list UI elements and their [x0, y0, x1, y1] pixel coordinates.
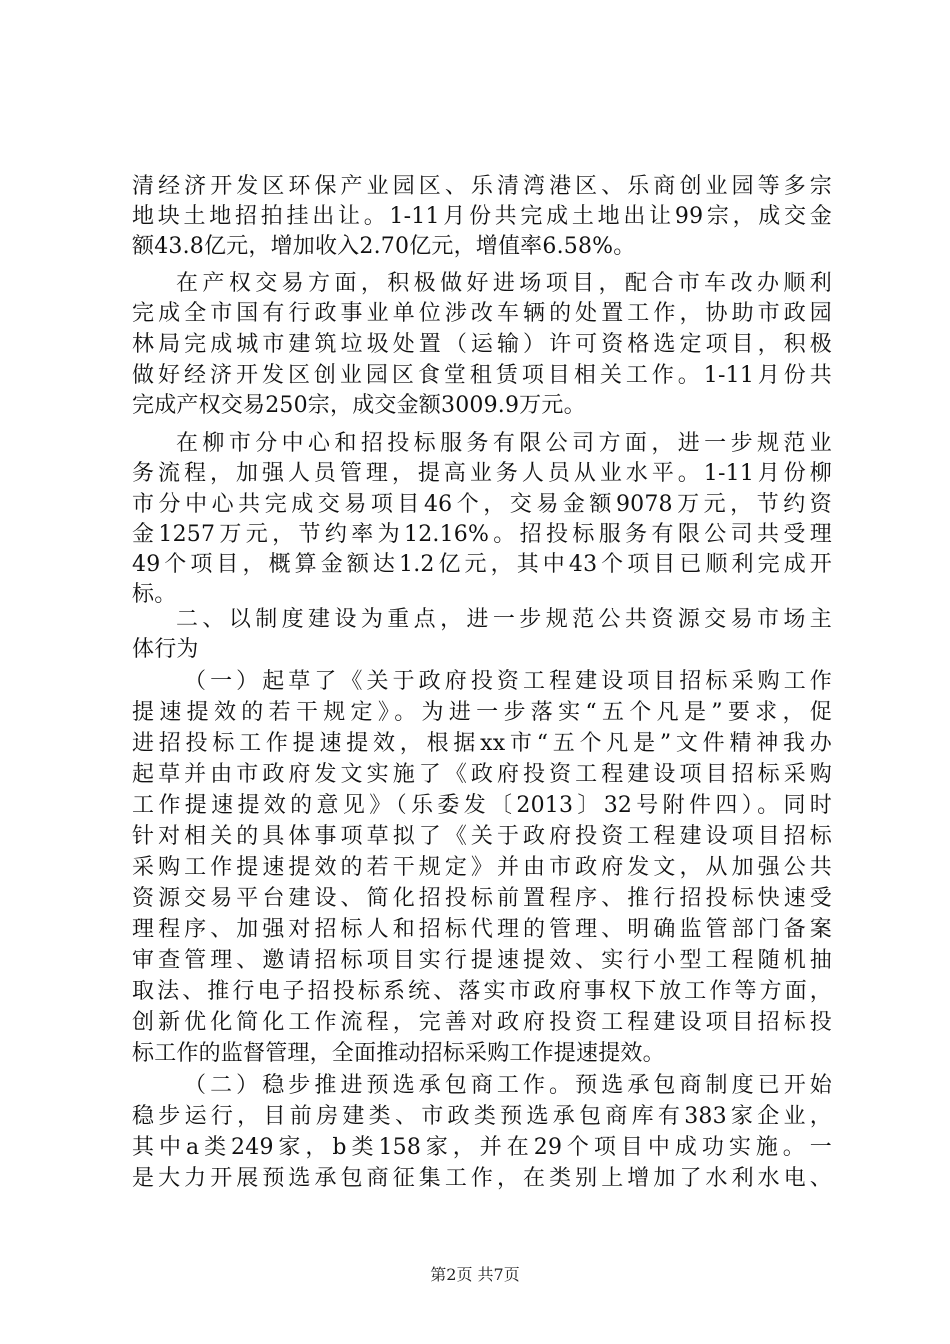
- body-text-line: 其中a类249家，b类158家，并在29个项目中成功实施。一: [132, 1135, 832, 1160]
- paragraph-first-line: 在产权交易方面，积极做好进场项目，配合市车改办顺利: [176, 271, 832, 296]
- body-text-line: 做好经济开发区创业园区食堂租赁项目相关工作。1-11月份共: [132, 363, 832, 388]
- body-text-line: 理程序、加强对招标人和招标代理的管理、明确监管部门备案: [132, 917, 832, 942]
- paragraph-first-line: （二）稳步推进预选承包商工作。预选承包商制度已开始: [184, 1073, 832, 1098]
- body-text-line: 取法、推行电子招投标系统、落实市政府事权下放工作等方面，: [132, 979, 832, 1004]
- body-text-line: 额43.8亿元，增加收入2.70亿元，增值率6.58%。: [132, 234, 636, 259]
- body-text-line: 审查管理、邀请招标项目实行提速提效、实行小型工程随机抽: [132, 948, 832, 973]
- paragraph-first-line: （一）起草了《关于政府投资工程建设项目招标采购工作: [184, 669, 832, 694]
- section-heading-line: 二、以制度建设为重点，进一步规范公共资源交易市场主: [176, 607, 832, 632]
- body-text-line: 完成全市国有行政事业单位涉改车辆的处置工作，协助市政园: [132, 301, 832, 326]
- page-footer: 第2页 共7页: [430, 1265, 520, 1284]
- body-text-line: 创新优化简化工作流程，完善对政府投资工程建设项目招标投: [132, 1010, 832, 1035]
- body-text-line: 是大力开展预选承包商征集工作，在类别上增加了水利水电、: [132, 1166, 832, 1191]
- body-text-line: 针对相关的具体事项草拟了《关于政府投资工程建设项目招标: [132, 824, 832, 849]
- body-text-line: 林局完成城市建筑垃圾处置（运输）许可资格选定项目，积极: [132, 332, 832, 357]
- body-text-line: 进招投标工作提速提效，根据xx市“五个凡是”文件精神我办: [132, 731, 832, 756]
- section-heading-line: 体行为: [132, 637, 199, 662]
- paragraph-first-line: 在柳市分中心和招投标服务有限公司方面，进一步规范业: [176, 431, 832, 456]
- body-text-line: 提速提效的若干规定》。为进一步落实“五个凡是”要求，促: [132, 700, 832, 725]
- body-text-line: 49个项目，概算金额达1.2亿元，其中43个项目已顺利完成开: [132, 552, 832, 577]
- body-text-line: 市分中心共完成交易项目46个，交易金额9078万元，节约资: [132, 492, 832, 517]
- body-text-line: 起草并由市政府发文实施了《政府投资工程建设项目招标采购: [132, 762, 832, 787]
- body-text-line: 清经济开发区环保产业园区、乐清湾港区、乐商创业园等多宗: [132, 174, 832, 199]
- body-text-line: 完成产权交易250宗，成交金额3009.9万元。: [132, 393, 586, 418]
- body-text-line: 标工作的监督管理，全面推动招标采购工作提速提效。: [132, 1041, 665, 1066]
- body-text-line: 工作提速提效的意见》（乐委发〔2013〕32号附件四）。同时: [132, 793, 832, 818]
- body-text-line: 金1257万元，节约率为12.16%。招投标服务有限公司共受理: [132, 522, 832, 547]
- body-text-line: 地块土地招拍挂出让。1-11月份共完成土地出让99宗，成交金: [132, 204, 832, 229]
- body-text-line: 标。: [132, 582, 177, 607]
- body-text-line: 资源交易平台建设、简化招投标前置程序、推行招投标快速受: [132, 886, 832, 911]
- body-text-line: 务流程，加强人员管理，提高业务人员从业水平。1-11月份柳: [132, 461, 832, 486]
- body-text-line: 采购工作提速提效的若干规定》并由市政府发文，从加强公共: [132, 855, 832, 880]
- body-text-line: 稳步运行，目前房建类、市政类预选承包商库有383家企业，: [132, 1104, 832, 1129]
